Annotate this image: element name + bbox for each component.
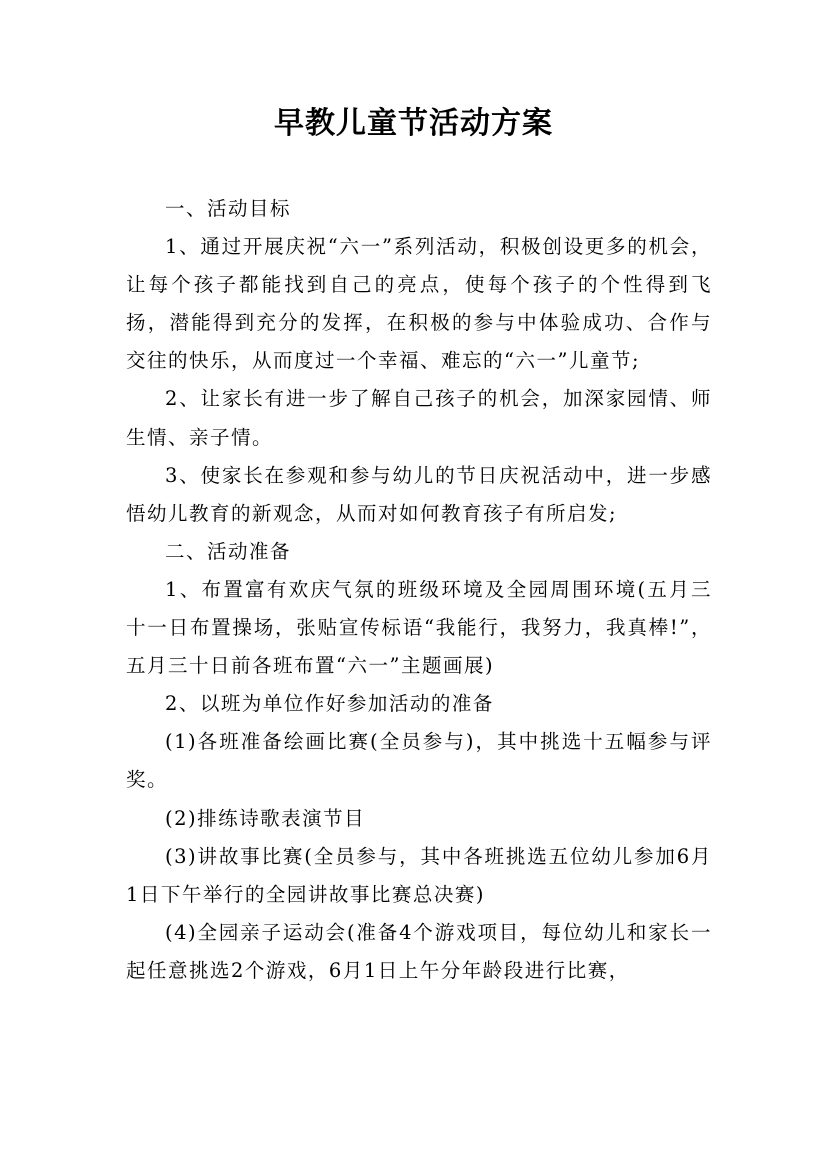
paragraph: 3、使家长在参观和参与幼儿的节日庆祝活动中，进一步感悟幼儿教育的新观念，从而对如何教育孩子有所启发; [126,463,712,525]
paragraph: 2、让家长有进一步了解自己孩子的机会，加深家园情、师生情、亲子情。 [126,387,712,449]
paragraph: 1、通过开展庆祝“六一”系列活动，积极创设更多的机会，让每个孩子都能找到自己的亮点，使每个孩子的个性得到飞扬，潜能得到充分的发挥，在积极的参与中体验成功、合作与交往的快乐，从而度过一个幸福、难忘的“六一”儿童节; [126,235,712,373]
paragraph: (4)全园亲子运动会(准备4个游戏项目，每位幼儿和家长一起任意挑选2个游戏，6月1日上午分年龄段进行比赛， [126,920,712,982]
paragraph: 1、布置富有欢庆气氛的班级环境及全园周围环境(五月三十一日布置操场，张贴宣传标语“我能行，我努力，我真棒!”，五月三十日前各班布置“六一”主题画展) [126,577,712,678]
document-title: 早教儿童节活动方案 [274,106,553,141]
section-heading-goals: 一、活动目标 [165,197,292,220]
paragraph: (1)各班准备绘画比赛(全员参与)，其中挑选十五幅参与评奖。 [126,730,712,792]
paragraph: (2)排练诗歌表演节目 [165,806,366,830]
section-heading-preparation: 二、活动准备 [165,539,292,563]
document-body [126,190,712,990]
paragraph: 2、以班为单位作好参加活动的准备 [165,692,494,716]
paragraph: (3)讲故事比赛(全员参与，其中各班挑选五位幼儿参加6月1日下午举行的全园讲故事比赛总决赛) [126,844,712,906]
